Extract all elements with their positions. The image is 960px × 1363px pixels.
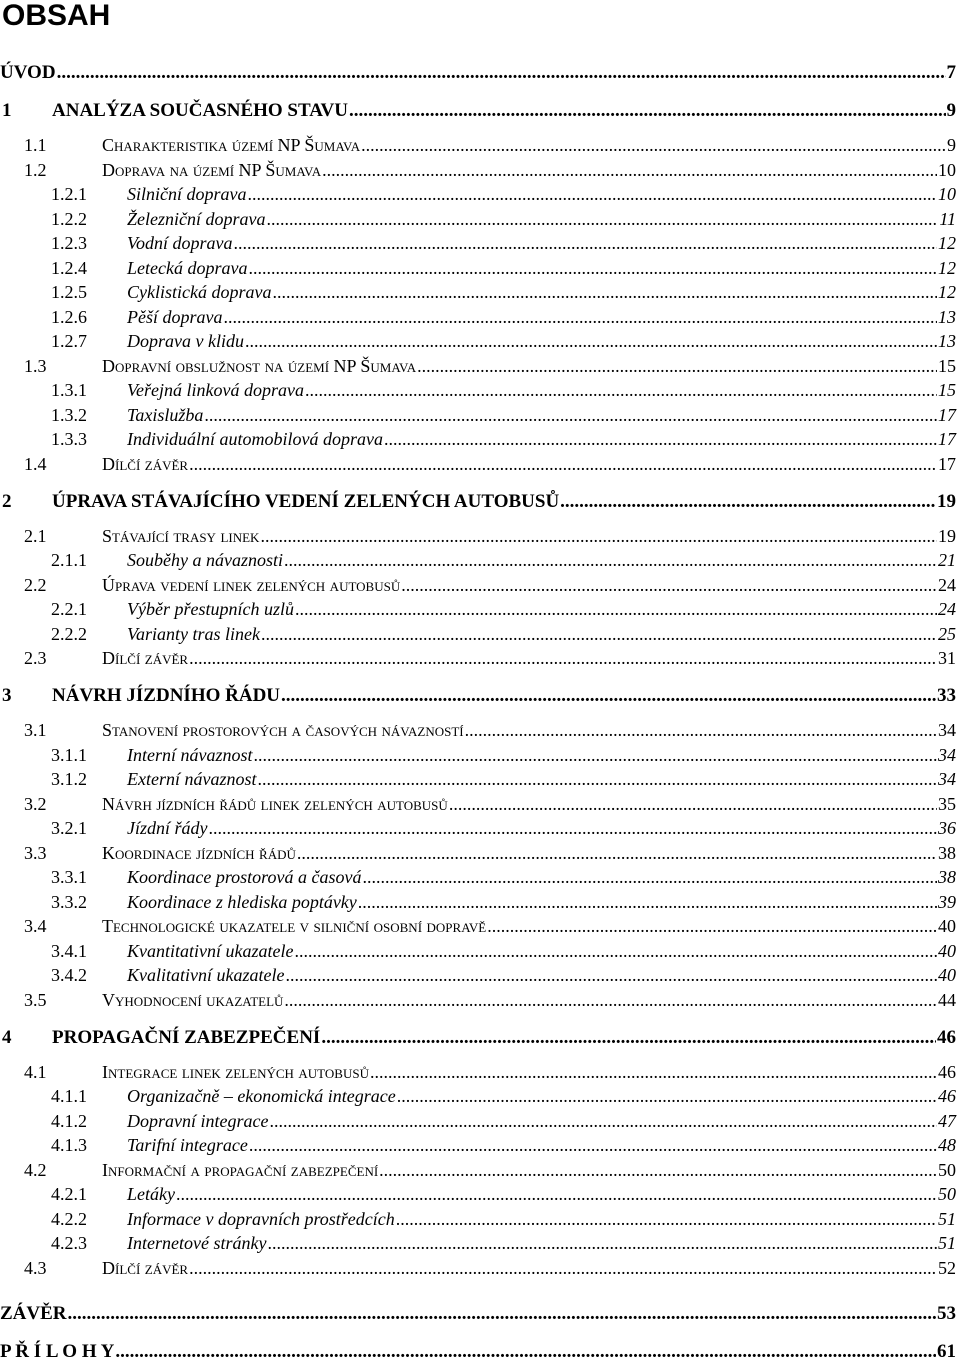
toc-entry-title: Individuální automobilová doprava [127, 429, 383, 449]
toc-entry-title: Cyklistická doprava [127, 282, 272, 302]
toc-entry-number: 4.1.2 [51, 1110, 87, 1131]
toc-entry-number: 1.4 [24, 453, 47, 474]
toc-entry[interactable] [0, 451, 956, 475]
toc-entry[interactable] [0, 815, 956, 839]
toc-entry-number: 1.2.2 [51, 208, 87, 229]
toc-entry-page: 10 [938, 184, 956, 204]
toc-entry[interactable] [0, 1059, 956, 1083]
toc-entry-title: P Ř Í L O H Y [0, 1340, 115, 1362]
toc-entry-number: 2.1.1 [51, 550, 87, 570]
dot-leader [449, 793, 937, 815]
toc-entry-number: 1.3 [24, 355, 47, 376]
toc-entry-title: Koordinace prostorová a časová [127, 867, 362, 887]
toc-entry-number: 4.1.3 [51, 1135, 87, 1155]
toc-entry[interactable] [0, 523, 956, 547]
toc-entry-page: 52 [938, 1257, 956, 1278]
toc-entry-title: Stanovení prostorových a časových návazností [102, 720, 464, 740]
toc-entry[interactable] [0, 889, 956, 913]
toc-entry-title: ÚPRAVA STÁVAJÍCÍHO VEDENÍ ZELENÝCH AUTOBUSŮ [52, 490, 560, 512]
dot-leader [176, 1183, 937, 1205]
toc-entry[interactable] [0, 60, 956, 84]
dot-leader [349, 100, 946, 122]
toc-entry-number: 2.2.2 [51, 623, 87, 644]
toc-entry-title: Doprava v klidu [127, 331, 244, 351]
toc-entry-number: 4.1.1 [51, 1086, 87, 1106]
dot-leader [266, 208, 938, 230]
toc-entry-number: 3.3.1 [51, 867, 87, 887]
toc-entry-title: Internetové stránky [127, 1233, 267, 1253]
toc-entry-number: 1.3.3 [51, 429, 87, 449]
dot-leader [57, 62, 946, 84]
toc-entry-page: 50 [938, 1184, 956, 1204]
toc-entry-title: ANALÝZA SOUČASNÉHO STAVU [52, 100, 348, 121]
toc-entry-page: 12 [938, 282, 956, 302]
toc-entry[interactable] [0, 1301, 956, 1325]
dot-leader [384, 428, 937, 450]
toc-entry-number: 4.2.1 [51, 1184, 87, 1204]
toc-entry-page: 17 [938, 404, 956, 425]
toc-entry-page: 24 [938, 574, 956, 595]
toc-entry-title: Taxislužba [127, 404, 204, 425]
toc-entry-page: 15 [938, 355, 956, 376]
toc-entry-number: 2.2.1 [51, 599, 87, 619]
toc-entry-title: Návrh jízdních řádů linek zelených autobusů [102, 793, 448, 814]
toc-entry-page: 46 [938, 1061, 956, 1082]
toc-entry[interactable] [0, 181, 956, 205]
toc-entry-number: 1.2.4 [51, 257, 87, 278]
toc-entry-page: 9 [947, 135, 956, 155]
toc-entry-number: 1.3.2 [51, 404, 87, 425]
toc-entry-number: 4.1 [24, 1061, 47, 1082]
toc-entry[interactable] [0, 766, 956, 790]
toc-entry[interactable] [0, 1206, 956, 1230]
dot-leader [465, 719, 937, 741]
toc-entry-page: 53 [937, 1302, 956, 1324]
dot-leader [284, 989, 937, 1011]
toc-entry-page: 40 [938, 916, 956, 936]
toc-entry-number: 1.2.1 [51, 184, 87, 204]
toc-entry-title: Dílčí závěr [102, 1257, 189, 1278]
toc-entry-number: 3.4 [24, 916, 47, 936]
toc-entry-title: Informační a propagační zabezpečení [102, 1159, 379, 1180]
toc-entry-title: Tarifní integrace [127, 1135, 248, 1155]
dot-leader [254, 744, 938, 766]
toc-entry[interactable] [0, 547, 956, 571]
toc-entry[interactable] [0, 157, 956, 181]
toc-entry[interactable] [0, 255, 956, 279]
toc-entry-page: 46 [938, 1086, 956, 1106]
toc-entry-number: 1.2.5 [51, 282, 87, 302]
toc-entry[interactable] [0, 426, 956, 450]
toc-entry-title: Koordinace jízdních řádů [102, 842, 296, 863]
toc-entry-number: 1.1 [24, 135, 47, 155]
toc-entry-title: Interní návaznost [127, 744, 253, 765]
toc-entry-number: 1 [2, 100, 12, 121]
toc-entry-page: 50 [938, 1159, 956, 1180]
toc-entry[interactable] [0, 98, 956, 122]
toc-entry[interactable] [0, 1181, 956, 1205]
toc-entry-title: Letecká doprava [127, 257, 248, 278]
dot-leader [285, 964, 937, 986]
toc-entry-title: Stávající trasy linek [102, 525, 260, 546]
toc-entry[interactable] [0, 621, 956, 645]
dot-leader [362, 866, 937, 888]
toc-entry-page: 24 [938, 599, 956, 619]
toc-entry-page: 10 [938, 159, 956, 180]
toc-entry-title: Koordinace z hlediska poptávky [127, 891, 357, 912]
toc-entry-number: 3.1.2 [51, 769, 87, 789]
dot-leader [115, 1341, 936, 1363]
toc-entry-page: 34 [938, 744, 956, 765]
toc-entry-page: 17 [938, 453, 956, 474]
toc-entry-number: 4.2.2 [51, 1208, 87, 1229]
dot-leader [297, 842, 937, 864]
toc-entry-number: 4 [2, 1026, 12, 1048]
toc-entry-page: 13 [938, 331, 956, 351]
dot-leader [294, 940, 937, 962]
toc-entry[interactable] [0, 864, 956, 888]
toc-entry-title: Veřejná linková doprava [127, 380, 304, 400]
toc-entry-page: 34 [938, 769, 956, 789]
toc-entry-page: 40 [938, 965, 956, 985]
toc-entry-number: 1.2 [24, 159, 47, 180]
toc-entry-title: Dopravní integrace [127, 1110, 269, 1131]
toc-entry[interactable] [0, 206, 956, 230]
toc-entry-page: 39 [938, 891, 956, 912]
toc-entry-title: Úprava vedení linek zelených autobusů [102, 574, 401, 595]
toc-entry-number: 3 [2, 685, 12, 706]
dot-leader [305, 379, 937, 401]
toc-entry-page: 19 [937, 490, 956, 512]
dot-leader [560, 491, 936, 513]
toc-entry-title: Jízdní řády [127, 818, 208, 838]
toc-entry-page: 44 [938, 989, 956, 1010]
dot-leader [272, 281, 937, 303]
toc-entry[interactable] [0, 377, 956, 401]
toc-entry-page: 36 [938, 818, 956, 838]
dot-leader [248, 257, 937, 279]
dot-leader [245, 330, 937, 352]
toc-entry-page: 46 [937, 1026, 956, 1048]
toc-entry-number: 3.5 [24, 989, 47, 1010]
dot-leader [269, 1110, 937, 1132]
toc-entry[interactable] [0, 987, 956, 1011]
toc-entry-title: Varianty tras linek [127, 623, 260, 644]
toc-entry[interactable] [0, 304, 956, 328]
dot-leader [248, 183, 938, 205]
toc-entry[interactable] [0, 279, 956, 303]
toc-entry-title: Souběhy a návaznosti [127, 550, 283, 570]
toc-entry-number: 3.1 [24, 720, 47, 740]
toc-entry[interactable] [0, 645, 956, 669]
toc-entry-page: 51 [938, 1233, 956, 1253]
toc-entry-number: 1.3.1 [51, 380, 87, 400]
toc-entry[interactable] [0, 1083, 956, 1107]
toc-entry-page: 12 [938, 257, 956, 278]
toc-entry[interactable] [0, 1230, 956, 1254]
toc-entry[interactable] [0, 717, 956, 741]
dot-leader [189, 647, 937, 669]
dot-leader [370, 1061, 937, 1083]
toc-entry[interactable] [0, 353, 956, 377]
toc-entry[interactable] [0, 1255, 956, 1279]
dot-leader [209, 817, 938, 839]
toc-entry-number: 3.2 [24, 793, 47, 814]
toc-entry-page: 12 [938, 233, 956, 253]
toc-entry-page: 9 [946, 100, 956, 121]
toc-entry[interactable] [0, 791, 956, 815]
toc-entry-title: Železniční doprava [127, 208, 266, 229]
toc-entry[interactable] [0, 1132, 956, 1156]
dot-leader [401, 574, 937, 596]
dot-leader [322, 159, 937, 181]
toc-entry[interactable] [0, 596, 956, 620]
toc-entry-page: 47 [938, 1110, 956, 1131]
toc-entry-page: 51 [938, 1208, 956, 1229]
toc-entry-page: 38 [938, 842, 956, 863]
toc-entry[interactable] [0, 938, 956, 962]
dot-leader [417, 355, 937, 377]
dot-leader [281, 685, 936, 707]
toc-entry-title: Informace v dopravních prostředcích [127, 1208, 395, 1229]
dot-leader [68, 1303, 936, 1325]
toc-entry-title: Letáky [127, 1184, 175, 1204]
toc-entry[interactable] [0, 1108, 956, 1132]
toc-entry-page: 19 [938, 525, 956, 546]
dot-leader [257, 768, 937, 790]
toc-entry-title: PROPAGAČNÍ ZABEZPEČENÍ [52, 1026, 321, 1048]
toc-entry-number: 2 [2, 490, 12, 512]
dot-leader [361, 134, 946, 156]
toc-entry-title: Dílčí závěr [102, 453, 189, 474]
toc-entry-page: 40 [938, 940, 956, 961]
toc-entry-title: Vyhodnocení ukazatelů [102, 989, 284, 1010]
toc-entry[interactable] [0, 1157, 956, 1181]
dot-leader [234, 232, 938, 254]
dot-leader [249, 1134, 937, 1156]
toc-entry-title: Výběr přestupních uzlů [127, 599, 294, 619]
toc-entry-title: NÁVRH JÍZDNÍHO ŘÁDU [52, 685, 281, 706]
toc-entry-page: 25 [938, 623, 956, 644]
dot-leader [261, 623, 937, 645]
toc-entry-page: 61 [937, 1340, 956, 1362]
toc-entry-page: 34 [938, 720, 956, 740]
toc-entry-number: 4.3 [24, 1257, 47, 1278]
toc-entry[interactable] [0, 489, 956, 513]
toc-entry-page: 48 [938, 1135, 956, 1155]
dot-leader [260, 525, 937, 547]
toc-entry-page: 21 [938, 550, 956, 570]
toc-entry-title: ÚVOD [0, 62, 56, 83]
toc-entry-number: 4.2.3 [51, 1233, 87, 1253]
toc-entry-title: Kvalitativní ukazatele [127, 965, 285, 985]
toc-entry-title: Doprava na území NP Šumava [102, 159, 322, 180]
toc-entry-title: Dopravní obslužnost na území NP Šumava [102, 355, 417, 376]
toc-entry-title: Externí návaznost [127, 769, 257, 789]
toc-entry-page: 13 [938, 306, 956, 327]
toc-entry[interactable] [0, 913, 956, 937]
dot-leader [267, 1232, 937, 1254]
toc-entry-number: 3.3.2 [51, 891, 87, 912]
toc-entry-number: 1.2.6 [51, 306, 87, 327]
toc-entry-number: 2.2 [24, 574, 47, 595]
toc-entry-number: 3.3 [24, 842, 47, 863]
toc-entry-number: 2.3 [24, 648, 47, 668]
dot-leader [223, 306, 937, 328]
toc-entry-title: ZÁVĚR [0, 1302, 67, 1324]
dot-leader [295, 598, 937, 620]
toc-entry-title: Pěší doprava [127, 306, 223, 327]
dot-leader [379, 1159, 937, 1181]
toc-entry-page: 31 [938, 648, 956, 668]
toc-entry-page: 11 [939, 208, 956, 229]
toc-entry-title: Silniční doprava [127, 184, 247, 204]
toc-entry-number: 4.2 [24, 1159, 47, 1180]
toc-entry-title: Charakteristika území NP Šumava [102, 135, 361, 155]
toc-entry[interactable] [0, 962, 956, 986]
toc-entry[interactable] [0, 683, 956, 707]
toc-entry[interactable] [0, 572, 956, 596]
toc-entry-number: 3.4.1 [51, 940, 87, 961]
toc-entry-number: 1.2.3 [51, 233, 87, 253]
toc-entry-number: 2.1 [24, 525, 47, 546]
toc-entry[interactable] [0, 230, 956, 254]
toc-entry[interactable] [0, 1339, 956, 1363]
dot-leader [189, 1257, 937, 1279]
dot-leader [358, 891, 937, 913]
dot-leader [487, 915, 937, 937]
toc-entry[interactable] [0, 328, 956, 352]
toc-entry-number: 3.2.1 [51, 818, 87, 838]
toc-entry-page: 33 [937, 685, 956, 706]
toc-entry[interactable] [0, 742, 956, 766]
toc-entry-title: Vodní doprava [127, 233, 233, 253]
toc-entry[interactable] [0, 402, 956, 426]
dot-leader [396, 1208, 937, 1230]
dot-leader [189, 453, 937, 475]
page-title: OBSAH [2, 0, 111, 32]
toc-entry-page: 35 [938, 793, 956, 814]
toc-entry-page: 7 [946, 62, 956, 83]
dot-leader [397, 1085, 937, 1107]
toc-entry[interactable] [0, 840, 956, 864]
toc-entry-title: Organizačně – ekonomická integrace [127, 1086, 396, 1106]
dot-leader [284, 549, 937, 571]
toc-entry-title: Integrace linek zelených autobusů [102, 1061, 369, 1082]
dot-leader [204, 404, 937, 426]
toc-entry-title: Dílčí závěr [102, 648, 189, 668]
dot-leader [321, 1027, 936, 1049]
toc-entry-number: 3.4.2 [51, 965, 87, 985]
toc-entry-page: 38 [938, 867, 956, 887]
toc-entry-page: 17 [938, 429, 956, 449]
toc-entry-title: Kvantitativní ukazatele [127, 940, 294, 961]
toc-entry-number: 3.1.1 [51, 744, 87, 765]
toc-entry-number: 1.2.7 [51, 331, 87, 351]
toc-entry-page: 15 [938, 380, 956, 400]
toc-entry[interactable] [0, 132, 956, 156]
toc-entry-title: Technologické ukazatele v silniční osobní dopravě [102, 916, 487, 936]
toc-entry[interactable] [0, 1025, 956, 1049]
